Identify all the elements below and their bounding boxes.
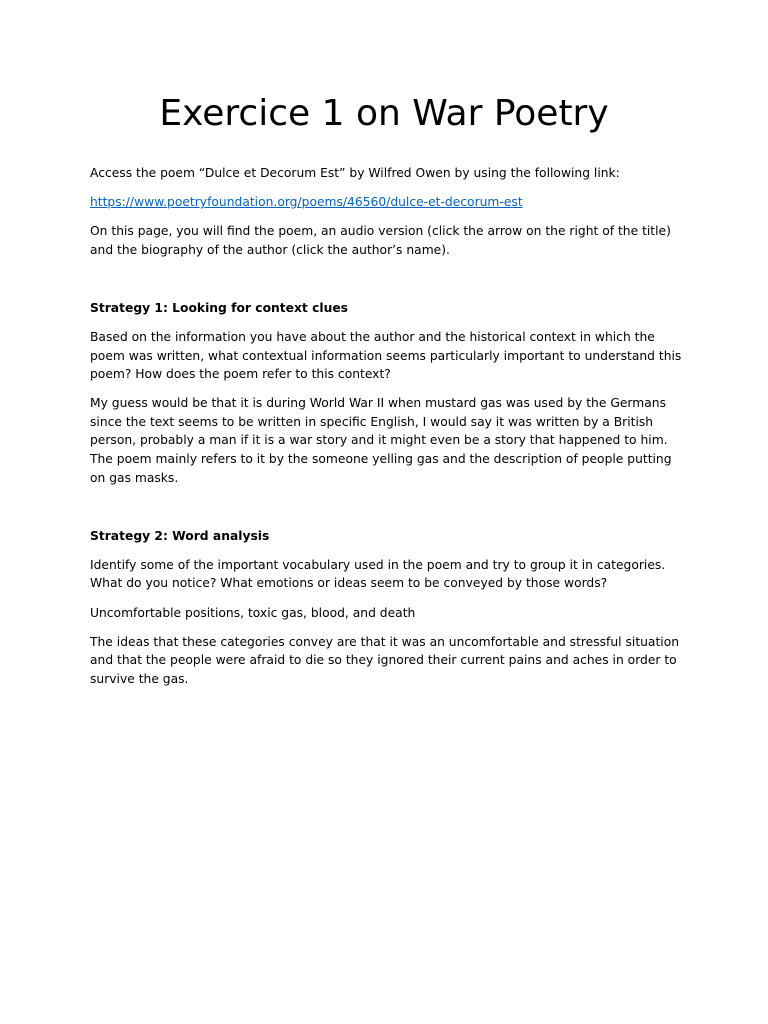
- page-note-paragraph: On this page, you will find the poem, an audio version (click the arrow on the right of the title) and the biography of the author (click the author’s name).: [90, 224, 671, 257]
- strategy2-question: Identify some of the important vocabulary used in the poem and try to group it in categories. What do you notice? What emotions or ideas seem to be conveyed by those words?: [90, 557, 666, 591]
- strategy1-question: Based on the information you have about the author and the historical context in which the poem was written, what contextual information seems particularly important to understand this poem? How does the poem refer to this context?: [90, 329, 682, 382]
- spacer: [90, 498, 690, 527]
- link-paragraph: [90, 193, 690, 212]
- spacer: [90, 270, 690, 299]
- strategy2-categories-answer: Uncomfortable positions, toxic gas, blood, and death: [90, 605, 416, 620]
- poem-link[interactable]: https://www.poetryfoundation.org/poems/46560/dulce-et-decorum-est: [90, 195, 523, 210]
- strategy2-ideas-answer: The ideas that these categories convey are that it was an uncomfortable and stressful situation and that the people were afraid to die so they ignored their current pains and aches in order to survive the gas.: [90, 634, 680, 686]
- document-title: Exercice 1 on War Poetry: [159, 93, 609, 134]
- strategy2-heading: Strategy 2: Word analysis: [90, 528, 270, 543]
- strategy1-heading: Strategy 1: Looking for context clues: [90, 300, 348, 315]
- intro-paragraph: Access the poem “Dulce et Decorum Est” by Wilfred Owen by using the following link:: [90, 166, 620, 180]
- document-body: [90, 164, 690, 699]
- strategy1-answer: My guess would be that it is during World War II when mustard gas was used by the Germans since the text seems to be written in specific English, I would say it was written by a British person, probably a man if it is a war story and it might even be a story that happened to him. The poem mainly refers to it by the someone yelling gas and the description of people putting on gas masks.: [90, 396, 672, 485]
